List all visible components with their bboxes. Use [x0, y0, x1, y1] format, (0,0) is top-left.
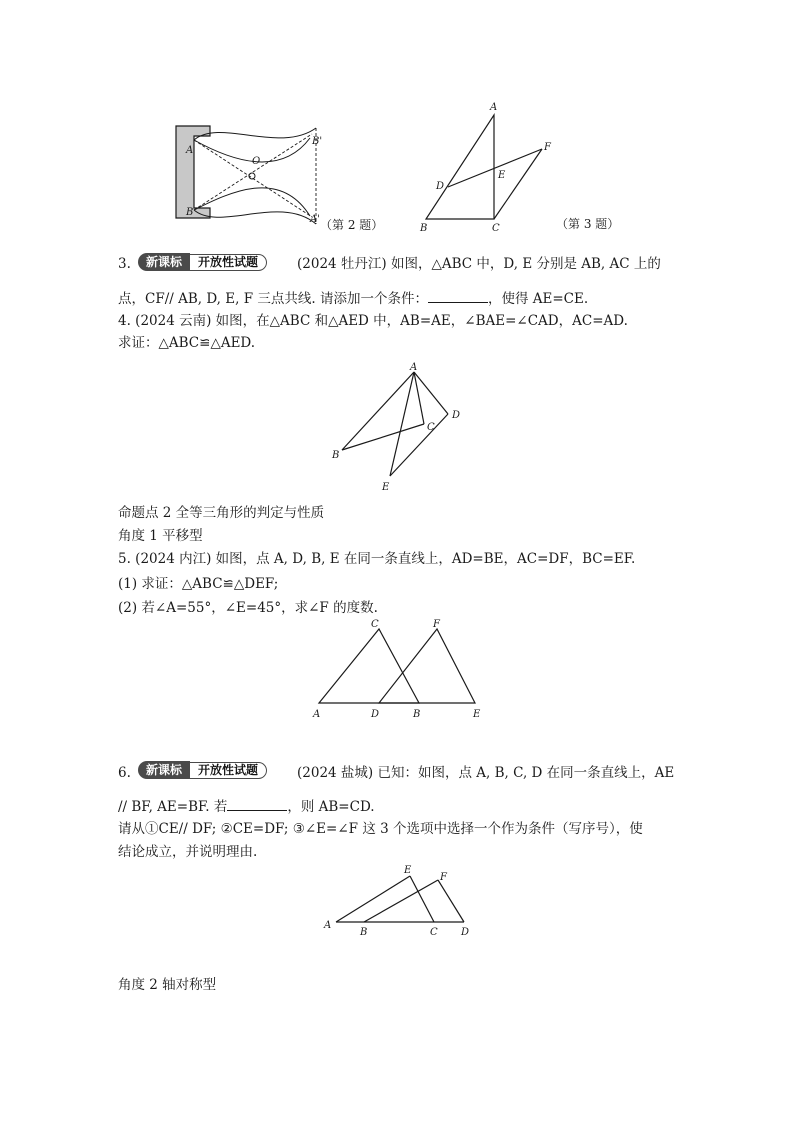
triangle-abc [426, 115, 494, 219]
q6-line2-a: // BF, AE=BF. 若 [118, 799, 228, 815]
q4-line1: 4. (2024 云南) 如图，在△ABC 和△AED 中，AB=AE，∠BAE=∠CAD，AC=AD. [118, 313, 628, 329]
badge-open-question: 开放性试题 [190, 762, 267, 779]
figure-4 [328, 360, 468, 495]
label-D: D [436, 181, 445, 192]
badge-q3 [138, 253, 267, 271]
badge-open-question: 开放性试题 [190, 254, 267, 271]
label-B: B [413, 709, 421, 720]
q5-line1: 5. (2024 内江) 如图，点 A, D, B, E 在同一条直线上，AD=BE，AC=DF，BC=EF. [118, 551, 636, 567]
label-A: A [490, 102, 498, 113]
label-D: D [461, 927, 470, 938]
label-F: F [440, 872, 447, 883]
curve-lower-1 [194, 188, 310, 216]
triangle-def [379, 629, 475, 703]
q4-line2: 求证：△ABC≌△AED. [118, 335, 256, 351]
label-C: C [427, 422, 435, 433]
label-B-prime: B' [312, 136, 323, 147]
label-A: A [313, 709, 321, 720]
label-B: B [332, 450, 340, 461]
label-C: C [492, 223, 500, 234]
label-B: B [420, 223, 428, 234]
label-O: O [252, 156, 261, 167]
q6-answer-blank[interactable] [227, 796, 287, 811]
figure-3 [410, 95, 630, 240]
figure-2 [170, 120, 400, 240]
badge-new-curriculum: 新课标 [138, 761, 190, 779]
badge-new-curriculum: 新课标 [138, 253, 190, 271]
label-D: D [371, 709, 380, 720]
q3-line2-a: 点，CF// AB, D, E, F 三点共线. 请添加一个条件： [118, 291, 428, 307]
label-C: C [430, 927, 438, 938]
segment-fd [438, 880, 464, 922]
label-A: A [324, 920, 332, 931]
segment-bf [364, 880, 438, 922]
label-F: F [433, 619, 440, 630]
q6-line2-b: ，则 AB=CD. [287, 799, 375, 815]
label-B: B [186, 207, 194, 218]
q5-line3: (2) 若∠A=55°，∠E=45°，求∠F 的度数. [118, 600, 378, 616]
caption-fig2: （第 2 题） [320, 218, 384, 232]
label-E: E [404, 865, 412, 876]
curve-lower-2 [194, 210, 316, 224]
q3-answer-blank[interactable] [428, 288, 488, 303]
segment-ac [414, 372, 424, 424]
segment-df [448, 149, 542, 187]
segment-cf [494, 149, 542, 219]
caption-fig3: （第 3 题） [556, 217, 620, 231]
segment-de [390, 414, 448, 476]
badge-q6 [138, 761, 267, 779]
label-B: B [360, 927, 368, 938]
section-title: 命题点 2 全等三角形的判定与性质 [118, 505, 325, 521]
label-F: F [544, 142, 551, 153]
q3-line1: (2024 牡丹江) 如图，△ABC 中，D, E 分别是 AB, AC 上的 [297, 256, 661, 272]
q3-number: 3. [118, 256, 131, 272]
q6-line3: 请从①CE// DF; ②CE=DF; ③∠E=∠F 这 3 个选项中选择一个作为条件（写序号），使 [118, 821, 643, 837]
q6-line2 [118, 796, 375, 816]
q5-line2: (1) 求证：△ABC≌△DEF; [118, 576, 279, 592]
figure-6 [318, 860, 478, 940]
label-A: A [410, 362, 418, 373]
angle-1-heading: 角度 1 平移型 [118, 528, 203, 544]
q6-number: 6. [118, 765, 131, 781]
label-E: E [498, 170, 506, 181]
q6-line1: (2024 盐城) 已知：如图，点 A, B, C, D 在同一条直线上，AE [297, 765, 675, 781]
figure-5 [305, 615, 495, 725]
q3-line2-b: ，使得 AE=CE. [487, 291, 589, 307]
label-D: D [452, 410, 461, 421]
label-A: A [186, 145, 194, 156]
triangle-abc [319, 629, 419, 703]
angle-2-heading: 角度 2 轴对称型 [118, 977, 217, 993]
q6-line4: 结论成立，并说明理由. [118, 844, 258, 860]
segment-ae [390, 372, 414, 476]
label-A-prime: A' [310, 214, 320, 225]
label-C: C [371, 619, 379, 630]
curve-upper-2 [194, 128, 316, 140]
label-E: E [382, 482, 390, 493]
segment-ec [410, 876, 434, 922]
q3-line2 [118, 288, 588, 308]
segment-ae [336, 876, 410, 922]
segment-ad [414, 372, 448, 414]
label-E: E [473, 709, 481, 720]
